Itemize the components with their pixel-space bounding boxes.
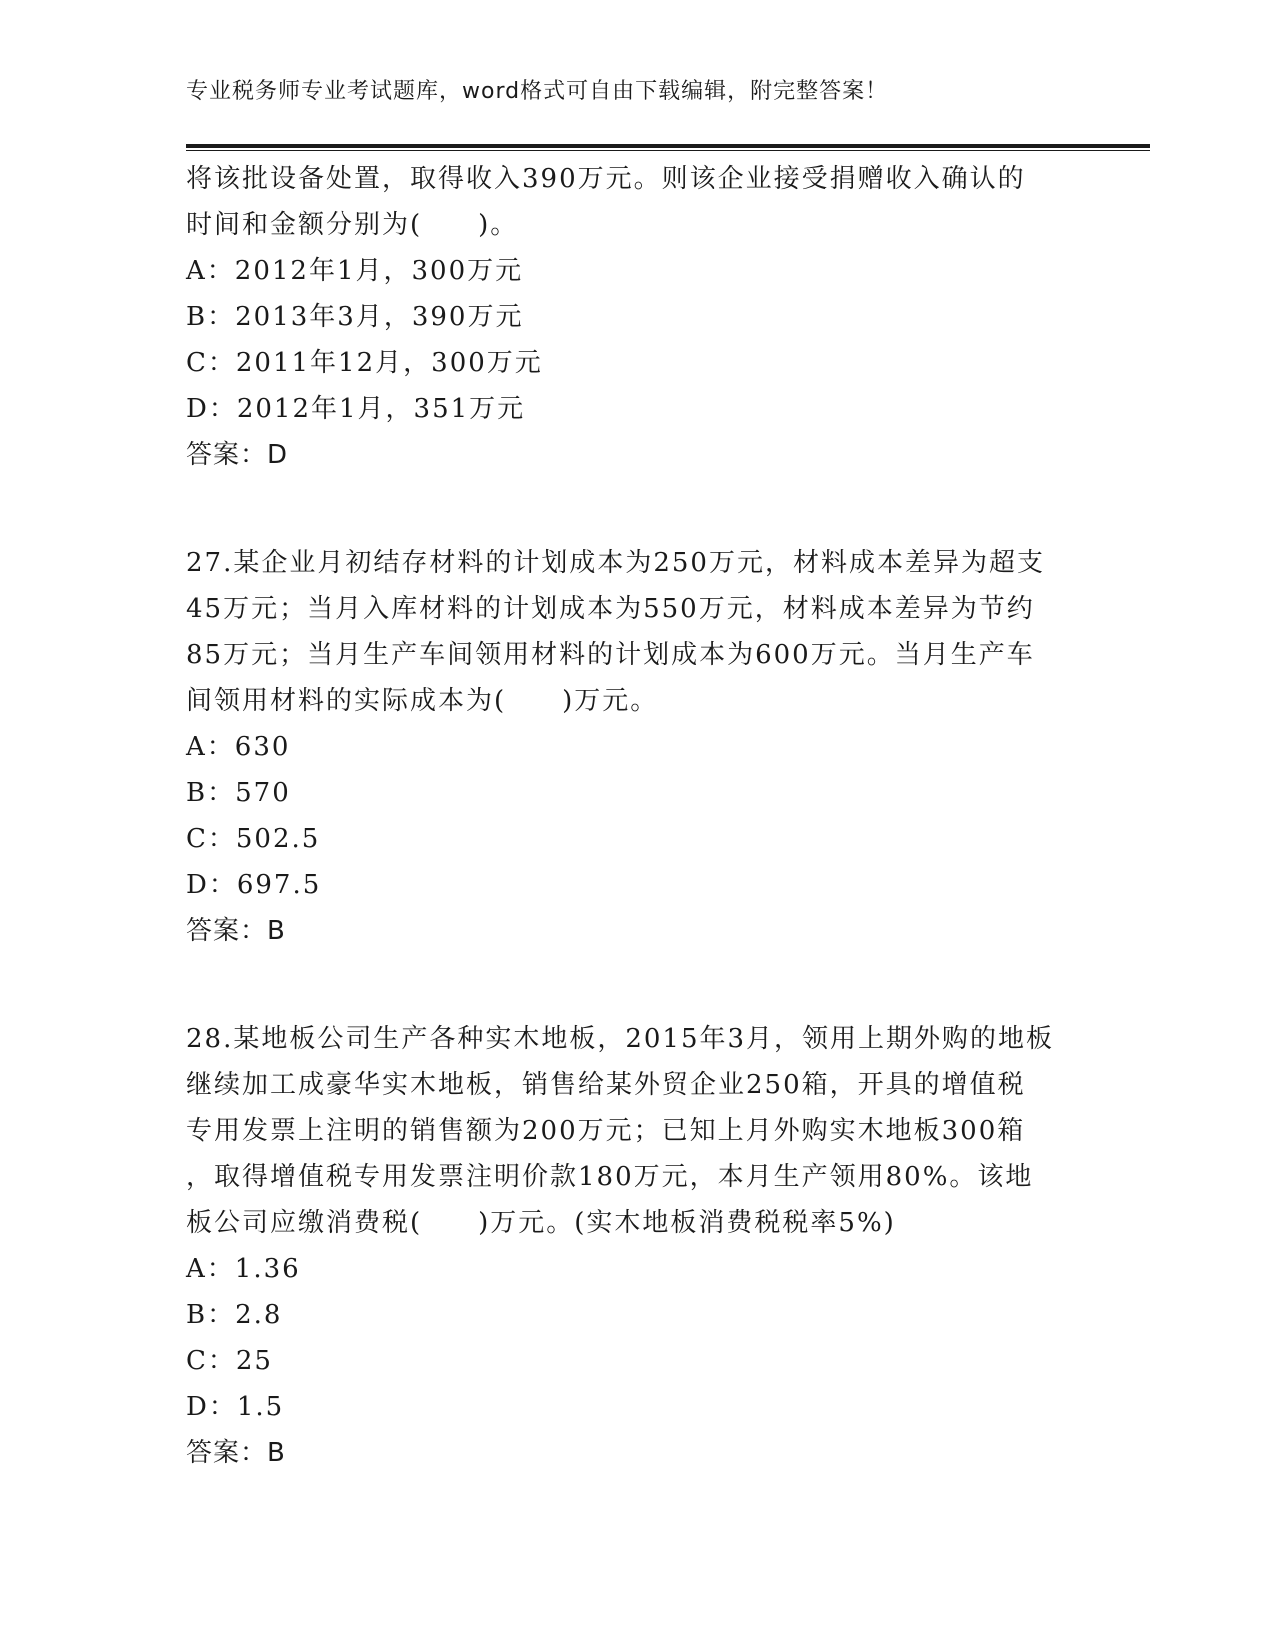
header-rule [186, 144, 1150, 148]
page-content [186, 156, 1086, 1476]
question-text-line: 继续加工成豪华实木地板，销售给某外贸企业250箱，开具的增值税 [186, 1070, 1026, 1100]
answer-line: 答案：B [186, 916, 286, 946]
option-a: A：2012年1月，300万元 [186, 256, 524, 286]
question-gap [186, 954, 1086, 1016]
question-text-line: 板公司应缴消费税( )万元。(实木地板消费税税率5%) [186, 1208, 896, 1238]
question-27 [186, 540, 1086, 954]
question-text-line: 间领用材料的实际成本为( )万元。 [186, 686, 659, 716]
question-text-line: 专用发票上注明的销售额为200万元；已知上月外购实木地板300箱 [186, 1116, 1026, 1146]
option-c: C：502.5 [186, 824, 321, 854]
option-a: A：1.36 [186, 1254, 301, 1284]
option-c: C：25 [186, 1346, 273, 1376]
question-text-line: 28.某地板公司生产各种实木地板，2015年3月，领用上期外购的地板 [186, 1024, 1055, 1054]
question-text-line: 时间和金额分别为( )。 [186, 210, 519, 240]
question-28 [186, 1016, 1086, 1476]
question-text-line: ，取得增值税专用发票注明价款180万元，本月生产领用80%。该地 [186, 1162, 1034, 1192]
option-b: B：570 [186, 778, 291, 808]
option-a: A：630 [186, 732, 291, 762]
question-26-continued [186, 156, 1086, 478]
option-b: B：2.8 [186, 1300, 283, 1330]
answer-line: 答案：D [186, 440, 289, 470]
header-rule-thin [186, 150, 1150, 151]
question-text-line: 27.某企业月初结存材料的计划成本为250万元，材料成本差异为超支 [186, 548, 1045, 578]
option-d: D：2012年1月，351万元 [186, 394, 526, 424]
answer-line: 答案：B [186, 1438, 286, 1468]
option-d: D：697.5 [186, 870, 322, 900]
question-text-line: 45万元；当月入库材料的计划成本为550万元，材料成本差异为节约 [186, 594, 1035, 624]
option-c: C：2011年12月，300万元 [186, 348, 543, 378]
question-text-line: 85万元；当月生产车间领用材料的计划成本为600万元。当月生产车 [186, 640, 1035, 670]
option-b: B：2013年3月，390万元 [186, 302, 524, 332]
option-d: D：1.5 [186, 1392, 285, 1422]
question-text-line: 将该批设备处置，取得收入390万元。则该企业接受捐赠收入确认的 [186, 164, 1026, 194]
question-gap [186, 478, 1086, 540]
page-header: 专业税务师专业考试题库，word格式可自由下载编辑，附完整答案！ [186, 79, 889, 104]
